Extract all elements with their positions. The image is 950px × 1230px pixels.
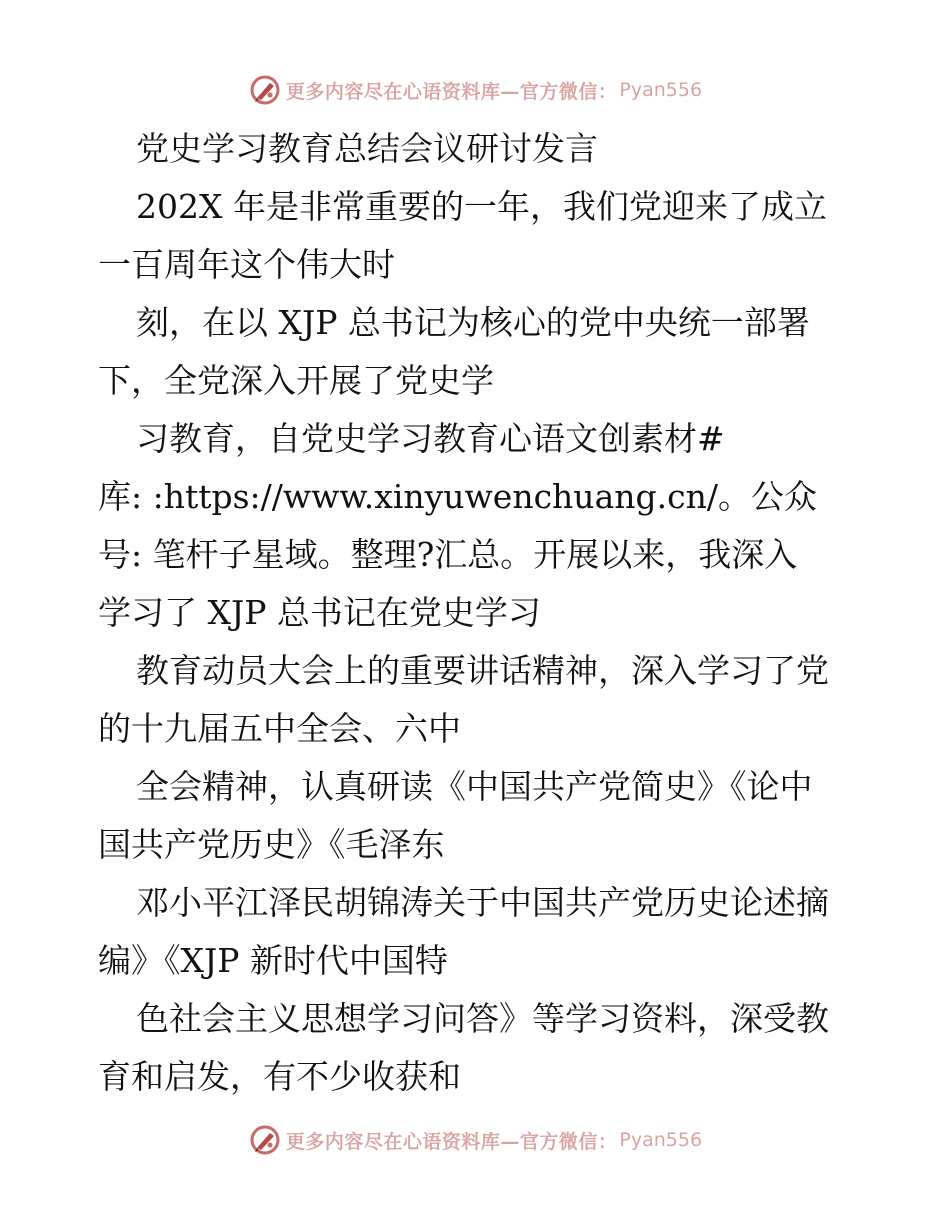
footer-banner — [0, 1120, 950, 1160]
footer-banner-wechat-id: Pyan556 — [619, 1129, 703, 1151]
document-line: 下，全党深入开展了党史学 — [98, 361, 494, 400]
footer-banner-content — [248, 1123, 702, 1157]
document-line: 一百周年这个伟大时 — [98, 245, 395, 284]
header-banner-text: 更多内容尽在心语资料库—官方微信： — [285, 80, 618, 103]
document-line: 号: 笔杆子星域。整理?汇总。开展以来，我深入 — [98, 535, 798, 574]
document-line: 库: :https://www.xinyuwenchuang.cn/。公众 — [98, 477, 817, 516]
document-line: 邓小平江泽民胡锦涛关于中国共产党历史论述摘 — [136, 883, 829, 922]
document-line: 全会精神，认真研读《中国共产党简史》《论中 — [136, 767, 813, 806]
header-banner-wechat-id: Pyan556 — [619, 79, 703, 101]
document-line: 育和启发，有不少收获和 — [98, 1057, 461, 1096]
document-line: 习教育，自党史学习教育心语文创素材# — [136, 419, 725, 458]
document-line: 202X 年是非常重要的一年，我们党迎来了成立 — [136, 187, 827, 226]
document-line: 色社会主义思想学习问答》等学习资料，深受教 — [136, 999, 829, 1038]
document-line: 教育动员大会上的重要讲话精神，深入学习了党 — [136, 651, 829, 690]
document-line: 党史学习教育总结会议研讨发言 — [136, 129, 598, 168]
pen-logo-icon — [248, 1123, 282, 1157]
header-banner — [0, 70, 950, 110]
document-line: 的十九届五中全会、六中 — [98, 709, 461, 748]
footer-banner-text: 更多内容尽在心语资料库—官方微信： — [285, 1130, 618, 1153]
document-line: 编》《XJP 新时代中国特 — [98, 941, 448, 980]
header-banner-content — [248, 73, 702, 107]
document-line: 国共产党历史》《毛泽东 — [98, 825, 445, 864]
pen-logo-icon — [248, 73, 282, 107]
document-line: 刻，在以 XJP 总书记为核心的党中央统一部署 — [136, 303, 810, 342]
document-line: 学习了 XJP 总书记在党史学习 — [98, 593, 541, 632]
document-body — [98, 120, 868, 1106]
